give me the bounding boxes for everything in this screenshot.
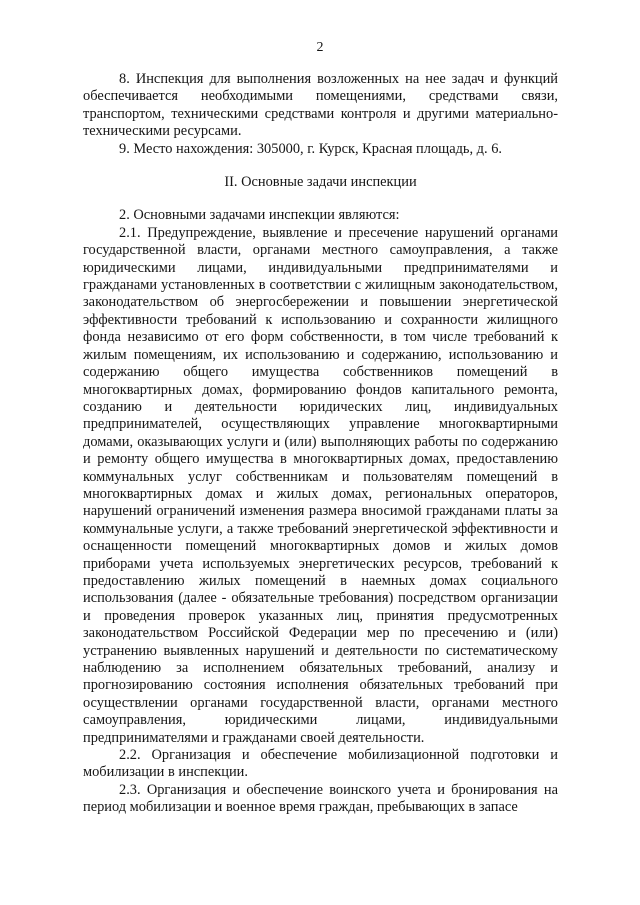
- paragraph-2-3: 2.3. Организация и обеспечение воинского учета и бронирования на период мобилизации и военное время граждан, пребывающих в запасе: [83, 781, 558, 816]
- paragraph-9-location: 9. Место нахождения: 305000, г. Курск, Красная площадь, д. 6.: [119, 140, 502, 157]
- document-body: [83, 71, 558, 817]
- paragraph-2-1: 2.1. Предупреждение, выявление и пресечение нарушений органами государственной власти, органами местного самоуправления, а также юридическими лицами, индивидуальными предпринимателями и гражданами установленных в соответствии с жилищным законодательством, законодательством об энергосбережении и повышении энергетической эффективности требований к использованию и сохранности жилищного фонда независимо от его форм собственности, в том числе требований к жилым помещениям, их использованию и содержанию, использованию и содержанию общего имущества собственников помещений в многоквартирных домах, формированию фондов капитального ремонта, созданию и деятельности юридических лиц, индивидуальных предпринимателей, осуществляющих управление многоквартирными домами, оказывающих услуги и (или) выполняющих работы по содержанию и ремонту общего имущества в многоквартирных домах, предоставлению коммунальных услуг собственникам и пользователям помещений в многоквартирных домах и жилых домах, региональных операторов, нарушений ограничений изменения размера вносимой гражданами платы за коммунальные услуги, а также требований энергетической эффективности и оснащенности помещений многоквартирных домов и жилых домов приборами учета используемых энергетических ресурсов, требований к предоставлению жилых помещений в наемных домах социального использования (далее - обязательные требования) посредством организации и проведения проверок указанных лиц, принятия предусмотренных законодательством Российской Федерации мер по пресечению и (или) устранению выявленных нарушений и деятельности по систематическому наблюдению за исполнением обязательных требований, анализу и прогнозированию состояния исполнения обязательных требований при осуществлении органами государственной власти, органами местного самоуправления, юридическими лицами, индивидуальными предпринимателями и гражданами своей деятельности.: [83, 224, 558, 746]
- paragraph-2-2: 2.2. Организация и обеспечение мобилизационной подготовки и мобилизации в инспекции.: [83, 747, 558, 781]
- page-number: 2: [316, 40, 324, 55]
- paragraph-2-intro: 2. Основными задачами инспекции являются:: [119, 207, 400, 224]
- section-heading: II. Основные задачи инспекции: [224, 174, 417, 191]
- paragraph-8: 8. Инспекция для выполнения возложенных на нее задач и функций обеспечивается необходимыми помещениями, средствами связи, транспортом, техническими средствами контроля и другими материально-техническими ресурсами.: [83, 71, 558, 140]
